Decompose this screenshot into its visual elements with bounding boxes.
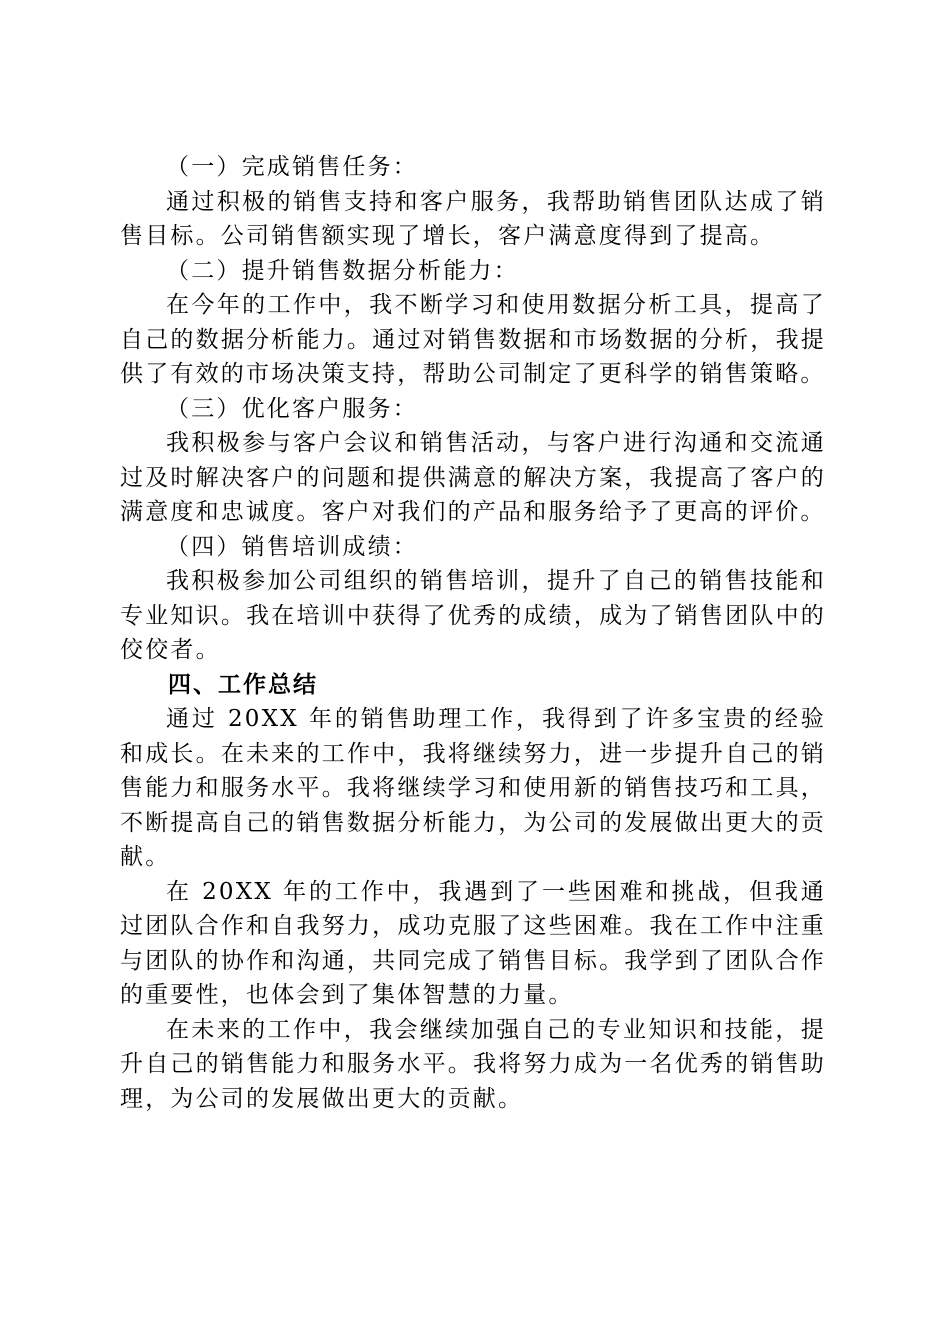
subheading-sales-training: （四）销售培训成绩： <box>166 533 418 560</box>
subheading-complete-sales-tasks: （一）完成销售任务： <box>166 154 418 180</box>
paragraph-summary-challenges: 在 20XX 年的工作中，我遇到了一些困难和挑战，但我通过团队合作和自我努力，成功克服了这些困难。我在工作中注重与团队的协作和沟通，共同完成了销售目标。我学到了团队合作的重要性，也体会到了集体智慧的力量。 <box>120 878 826 1008</box>
section-heading-work-summary: 四、工作总结 <box>168 671 318 698</box>
subheading-customer-service: （三）优化客户服务： <box>166 395 418 422</box>
subheading-data-analysis: （二）提升销售数据分析能力： <box>166 257 519 284</box>
paragraph-summary-future: 在未来的工作中，我会继续加强自己的专业知识和技能，提升自己的销售能力和服务水平。我将努力成为一名优秀的销售助理，为公司的发展做出更大的贡献。 <box>120 1016 826 1112</box>
document-body <box>120 150 826 1116</box>
paragraph-sales-tasks: 通过积极的销售支持和客户服务，我帮助销售团队达成了销售目标。公司销售额实现了增长，客户满意度得到了提高。 <box>120 188 826 249</box>
paragraph-customer-service: 我积极参与客户会议和销售活动，与客户进行沟通和交流通过及时解决客户的问题和提供满意的解决方案，我提高了客户的满意度和忠诚度。客户对我们的产品和服务给予了更高的评价。 <box>120 430 826 525</box>
paragraph-data-analysis: 在今年的工作中，我不断学习和使用数据分析工具，提高了自己的数据分析能力。通过对销售数据和市场数据的分析，我提供了有效的市场决策支持，帮助公司制定了更科学的销售策略。 <box>120 292 826 387</box>
paragraph-sales-training: 我积极参加公司组织的销售培训，提升了自己的销售技能和专业知识。我在培训中获得了优秀的成绩，成为了销售团队中的佼佼者。 <box>120 568 826 663</box>
paragraph-summary-growth: 通过 20XX 年的销售助理工作，我得到了许多宝贵的经验和成长。在未来的工作中，我将继续努力，进一步提升自己的销售能力和服务水平。我将继续学习和使用新的销售技巧和工具，不断提高自己的销售数据分析能力，为公司的发展做出更大的贡献。 <box>120 706 826 870</box>
